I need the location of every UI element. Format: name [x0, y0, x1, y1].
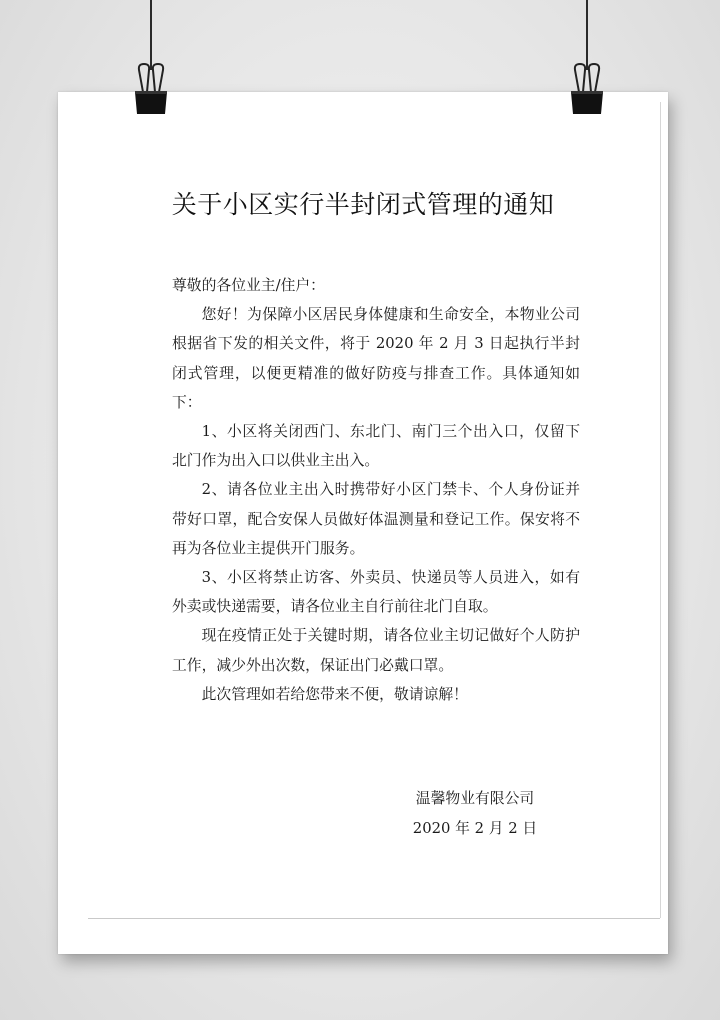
paragraph-intro: 您好！为保障小区居民身体健康和生命安全，本物业公司根据省下发的相关文件，将于 2020 年 2 月 3 日起执行半封闭式管理，以便更精准的做好防疫与排查工作。具体通知如下： [172, 306, 580, 411]
hanging-wire-right [586, 0, 588, 70]
paragraph-reminder: 现在疫情正处于关键时期，请各位业主切记做好个人防护工作，减少外出次数，保证出门必戴口罩。 [172, 627, 580, 674]
binder-clip-icon [569, 62, 605, 114]
notice-title: 关于小区实行半封闭式管理的通知 [171, 190, 555, 219]
hanging-wire-left [150, 0, 152, 70]
salutation: 尊敬的各位业主/住户： [172, 277, 325, 294]
notice-date: 2020 年 2 月 2 日 [412, 820, 538, 837]
binder-clip-icon [133, 62, 169, 114]
paragraph-item-2: 2、请各位业主出入时携带好小区门禁卡、个人身份证并带好口罩，配合安保人员做好体温测量和登记工作。保安将不再为各位业主提供开门服务。 [172, 481, 580, 557]
paragraph-item-3: 3、小区将禁止访客、外卖员、快递员等人员进入，如有外卖或快递需要，请各位业主自行前往北门自取。 [172, 569, 580, 616]
company-name: 温馨物业有限公司 [415, 790, 535, 807]
notice-body [172, 271, 580, 709]
paper-fold-line [88, 918, 660, 919]
paragraph-apology: 此次管理如若给您带来不便，敬请谅解！ [201, 685, 468, 703]
signature-block [380, 784, 570, 844]
paper-edge-line [660, 102, 661, 918]
paragraph-item-1: 1、小区将关闭西门、东北门、南门三个出入口，仅留下北门作为出入口以供业主出入。 [172, 423, 580, 470]
